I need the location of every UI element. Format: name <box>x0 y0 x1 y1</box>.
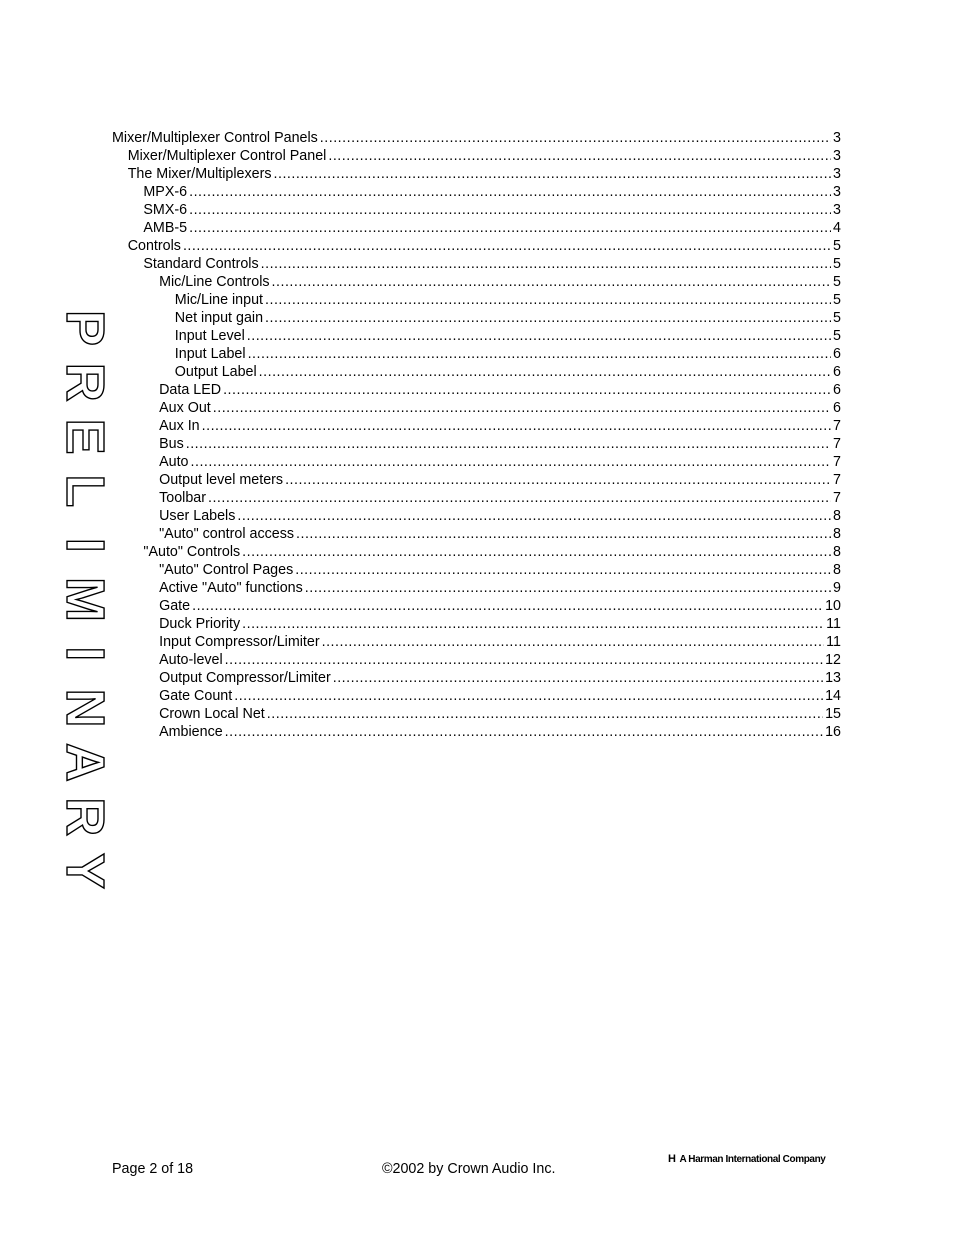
toc-dot-leader <box>225 651 823 669</box>
toc-entry-page: 3 <box>833 166 841 182</box>
toc-entry-title: Output Compressor/Limiter <box>159 670 331 686</box>
toc-entry[interactable] <box>128 165 841 183</box>
toc-entry[interactable] <box>159 669 841 687</box>
toc-entry-page: 5 <box>833 238 841 254</box>
toc-entry[interactable] <box>159 417 841 435</box>
toc-dot-leader <box>285 471 831 489</box>
toc-dot-leader <box>320 129 831 147</box>
toc-entry[interactable] <box>159 507 841 525</box>
toc-dot-leader <box>191 453 832 471</box>
toc-entry[interactable] <box>159 579 841 597</box>
toc-entry-title: Controls <box>127 238 181 254</box>
toc-entry[interactable] <box>112 129 841 147</box>
toc-entry[interactable] <box>159 453 841 471</box>
toc-entry-page: 5 <box>833 328 841 344</box>
toc-dot-leader <box>261 255 831 273</box>
toc-dot-leader <box>267 705 823 723</box>
toc-entry-title: Mixer/Multiplexer Control Panels <box>112 130 318 146</box>
toc-entry-title: Net input gain <box>174 310 264 326</box>
watermark-letter: A <box>55 742 115 782</box>
toc-entry[interactable] <box>143 543 841 561</box>
toc-entry-title: Auto-level <box>159 652 223 668</box>
toc-entry-page: 3 <box>833 130 841 146</box>
toc-dot-leader <box>296 525 831 543</box>
toc-entry-page: 7 <box>833 472 841 488</box>
toc-entry[interactable] <box>159 525 841 543</box>
watermark-letter: E <box>55 418 115 455</box>
toc-entry-page: 5 <box>833 256 841 272</box>
toc-entry-title: User Labels <box>159 508 236 524</box>
toc-dot-leader <box>183 237 831 255</box>
toc-entry[interactable] <box>143 183 841 201</box>
toc-entry-title: Duck Priority <box>159 616 241 632</box>
toc-entry-title: Standard Controls <box>143 256 259 272</box>
toc-entry-page: 5 <box>833 310 841 326</box>
harman-logo-text: A Harman International Company <box>679 1153 826 1165</box>
toc-entry[interactable] <box>175 291 841 309</box>
watermark-letter: M <box>55 577 115 622</box>
toc-entry-title: Output Label <box>174 364 257 380</box>
toc-entry-page: 6 <box>833 382 841 398</box>
toc-dot-leader <box>295 561 831 579</box>
toc-entry-title: Input Label <box>174 346 246 362</box>
toc-entry-title: Mic/Line input <box>174 292 264 308</box>
toc-entry-title: Aux Out <box>159 400 211 416</box>
toc-entry-title: Input Compressor/Limiter <box>159 634 320 650</box>
toc-entry[interactable] <box>143 219 841 237</box>
toc-entry-page: 16 <box>825 724 841 740</box>
toc-dot-leader <box>333 669 823 687</box>
toc-entry-title: SMX-6 <box>143 202 188 218</box>
toc-entry[interactable] <box>143 255 841 273</box>
toc-dot-leader <box>225 723 823 741</box>
toc-entry-page: 14 <box>825 688 841 704</box>
toc-entry[interactable] <box>175 309 841 327</box>
toc-entry-page: 5 <box>833 292 841 308</box>
toc-entry[interactable] <box>159 561 841 579</box>
toc-dot-leader <box>259 363 831 381</box>
toc-entry[interactable] <box>159 687 841 705</box>
toc-entry-page: 8 <box>833 562 841 578</box>
toc-entry-page: 3 <box>833 202 841 218</box>
toc-entry-page: 15 <box>825 706 841 722</box>
toc-dot-leader <box>265 309 831 327</box>
toc-dot-leader <box>328 147 831 165</box>
toc-entry-title: Output level meters <box>159 472 284 488</box>
toc-dot-leader <box>234 687 823 705</box>
toc-entry-page: 13 <box>825 670 841 686</box>
harman-logo <box>668 1152 825 1166</box>
toc-dot-leader <box>223 381 831 399</box>
toc-dot-leader <box>242 543 831 561</box>
watermark-letter: R <box>55 362 115 402</box>
toc-entry-page: 8 <box>833 508 841 524</box>
toc-dot-leader <box>248 345 831 363</box>
toc-entry[interactable] <box>159 615 841 633</box>
toc-dot-leader <box>192 597 823 615</box>
toc-entry-page: 11 <box>826 616 841 632</box>
toc-dot-leader <box>208 489 831 507</box>
toc-dot-leader <box>274 165 832 183</box>
toc-entry[interactable] <box>159 723 841 741</box>
toc-entry-title: The Mixer/Multiplexers <box>127 166 272 182</box>
toc-entry[interactable] <box>128 237 841 255</box>
watermark-letter: R <box>55 797 115 837</box>
toc-dot-leader <box>247 327 831 345</box>
toc-entry[interactable] <box>159 273 841 291</box>
watermark-letter: I <box>55 537 115 553</box>
toc-entry-page: 8 <box>833 526 841 542</box>
toc-entry-page: 11 <box>826 634 841 650</box>
toc-dot-leader <box>189 219 831 237</box>
toc-entry[interactable] <box>159 435 841 453</box>
toc-entry-title: "Auto" Controls <box>143 544 241 560</box>
watermark-letter: I <box>55 646 115 662</box>
toc-entry-title: "Auto" Control Pages <box>159 562 294 578</box>
toc-entry-title: Gate Count <box>159 688 233 704</box>
toc-entry-title: "Auto" control access <box>159 526 295 542</box>
toc-entry[interactable] <box>159 399 841 417</box>
toc-dot-leader <box>186 435 831 453</box>
toc-dot-leader <box>189 183 831 201</box>
toc-entry-title: Gate <box>159 598 191 614</box>
toc-entry-title: Aux In <box>159 418 200 434</box>
toc-entry-page: 7 <box>833 436 841 452</box>
toc-entry-page: 7 <box>833 418 841 434</box>
toc-entry-page: 3 <box>833 148 841 164</box>
toc-entry-page: 3 <box>833 184 841 200</box>
watermark-letter: L <box>55 474 115 508</box>
toc-dot-leader <box>265 291 831 309</box>
watermark-svg <box>55 300 115 900</box>
watermark-letter: Y <box>55 852 115 890</box>
toc-entry[interactable] <box>159 471 841 489</box>
toc-entry[interactable] <box>159 381 841 399</box>
toc-entry-page: 6 <box>833 364 841 380</box>
toc-entry-title: Crown Local Net <box>159 706 265 722</box>
toc-entry-title: Ambience <box>159 724 223 740</box>
toc-entry[interactable] <box>159 705 841 723</box>
toc-entry-page: 4 <box>833 220 841 236</box>
toc-entry[interactable] <box>128 147 841 165</box>
toc-entry-page: 6 <box>833 400 841 416</box>
toc-entry[interactable] <box>143 201 841 219</box>
toc-dot-leader <box>189 201 831 219</box>
toc-entry-page: 7 <box>833 454 841 470</box>
toc-entry[interactable] <box>175 363 841 381</box>
toc-entry[interactable] <box>159 489 841 507</box>
toc-entry-page: 6 <box>833 346 841 362</box>
preliminary-watermark <box>55 300 115 900</box>
watermark-letter: N <box>55 688 115 728</box>
toc-entry-page: 8 <box>833 544 841 560</box>
toc-entry-page: 7 <box>833 490 841 506</box>
toc-entry[interactable] <box>159 597 841 615</box>
toc-dot-leader <box>322 633 825 651</box>
toc-entry-page: 12 <box>825 652 841 668</box>
toc-entry-title: Mic/Line Controls <box>159 274 270 290</box>
toc-dot-leader <box>242 615 824 633</box>
toc-entry-page: 9 <box>833 580 841 596</box>
toc-entry[interactable] <box>175 345 841 363</box>
toc-dot-leader <box>305 579 831 597</box>
toc-entry-title: Auto <box>159 454 189 470</box>
toc-entry-title: Mixer/Multiplexer Control Panel <box>127 148 327 164</box>
toc-dot-leader <box>213 399 831 417</box>
toc-entry[interactable] <box>159 633 841 651</box>
harman-logo-icon: H <box>668 1153 676 1165</box>
footer-page-number: Page 2 of 18 <box>112 1161 194 1177</box>
toc-dot-leader <box>272 273 831 291</box>
toc-entry-page: 10 <box>825 598 841 614</box>
toc-entry-page: 5 <box>833 274 841 290</box>
toc-entry-title: Active "Auto" functions <box>159 580 303 596</box>
toc-entry[interactable] <box>175 327 841 345</box>
toc-entry-title: AMB-5 <box>143 220 188 236</box>
footer-copyright: ©2002 by Crown Audio Inc. <box>382 1161 556 1177</box>
toc-entry-title: Data LED <box>159 382 222 398</box>
toc-entry-title: Toolbar <box>159 490 206 506</box>
toc-entry-title: Bus <box>159 436 184 452</box>
watermark-letter: P <box>55 309 115 347</box>
toc-entry[interactable] <box>159 651 841 669</box>
toc-dot-leader <box>237 507 831 525</box>
toc-entry-title: MPX-6 <box>143 184 188 200</box>
toc-dot-leader <box>202 417 831 435</box>
toc-entry-title: Input Level <box>174 328 245 344</box>
